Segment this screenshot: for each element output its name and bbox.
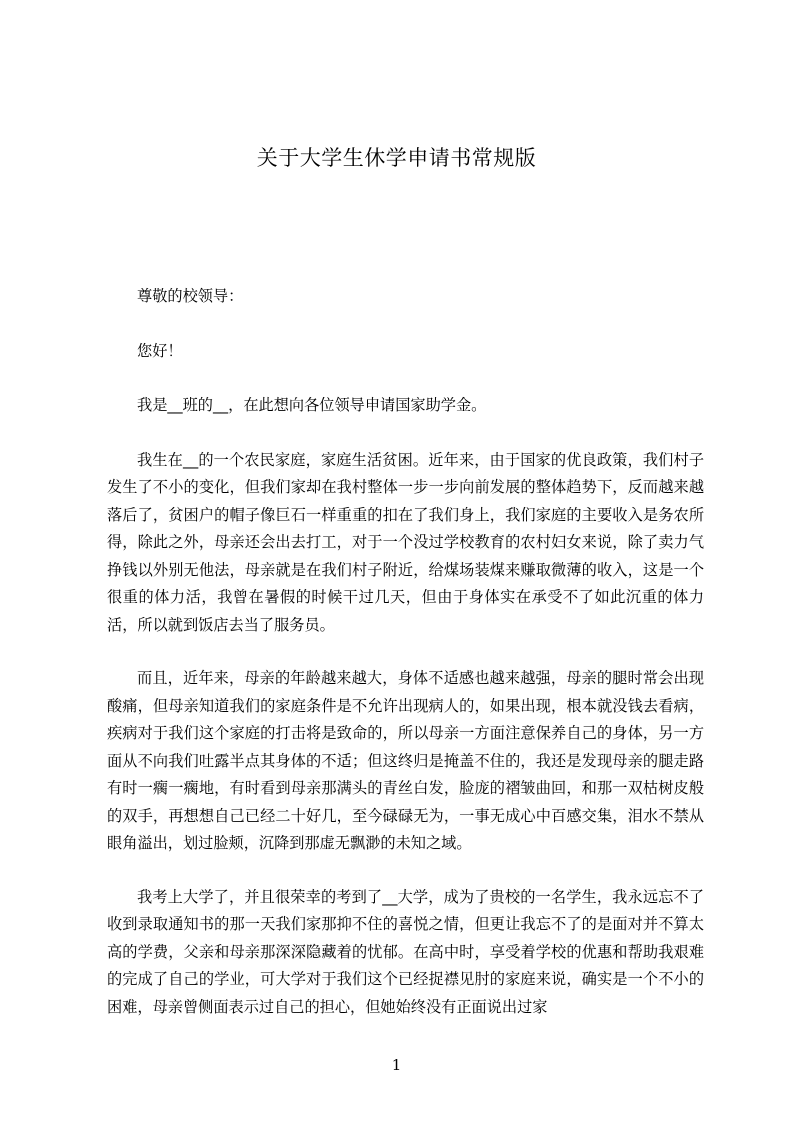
greeting: 您好！: [137, 341, 183, 360]
intro-paragraph: 我是__班的__，在此想向各位领导申请国家助学金。: [137, 396, 487, 414]
body-paragraph-family: 我生在__的一个农民家庭，家庭生活贫困。近年来，由于国家的优良政策，我们村子发生了不小的变化，但我们家却在我村整体一步一步向前发展的整体趋势下，反而越来越落后了，贫困户的帽子像巨石一样重重的扣在了我们身上，我们家庭的主要收入是务农所得，除此之外，母亲还会出去打工，对于一个没过学校教育的农村妇女来说，除了卖力气挣钱以外别无他法，母亲就是在我们村子附近，给煤场装煤来赚取微薄的收入，这是一个很重的体力活，我曾在暑假的时候干过几天，但由于身体实在承受不了如此沉重的体力活，所以就到饭店去当了服务员。: [107, 450, 704, 634]
page-title: 关于大学生休学申请书常规版: [256, 146, 537, 170]
salutation: 尊敬的校领导：: [137, 287, 244, 305]
document-body: [107, 283, 704, 1047]
body-paragraph-mother: 而且，近年来，母亲的年龄越来越大，身体不适感也越来越强，母亲的腿时常会出现酸痛，但母亲知道我们的家庭条件是不允许出现病人的，如果出现，根本就没钱去看病，疾病对于我们这个家庭的打击将是致命的，所以母亲一方面注意保养自己的身体，另一方面从不向我们吐露半点其身体的不适；但这终归是掩盖不住的，我还是发现母亲的腿走路有时一瘸一瘸地，有时看到母亲那满头的青丝白发，脸庞的褶皱曲回，和那一双枯树皮般的双手，再想想自己已经二十好几，至今碌碌无为，一事无成心中百感交集，泪水不禁从眼角溢出，划过脸颊，沉降到那虚无飘渺的未知之域。: [107, 669, 704, 852]
body-paragraph-university: 我考上大学了，并且很荣幸的考到了__大学，成为了贵校的一名学生，我永远忘不了收到录取通知书的那一天我们家那抑不住的喜悦之情，但更让我忘不了的是面对并不算太高的学费，父亲和母亲那深深隐藏着的忧郁。在高中时，享受着学校的优惠和帮助我艰难的完成了自己的学业，可大学对于我们这个已经捉襟见肘的家庭来说，确实是一个不小的困难，母亲曾侧面表示过自己的担心，但她始终没有正面说出过家: [107, 887, 704, 1016]
page-number: 1: [391, 1056, 402, 1074]
